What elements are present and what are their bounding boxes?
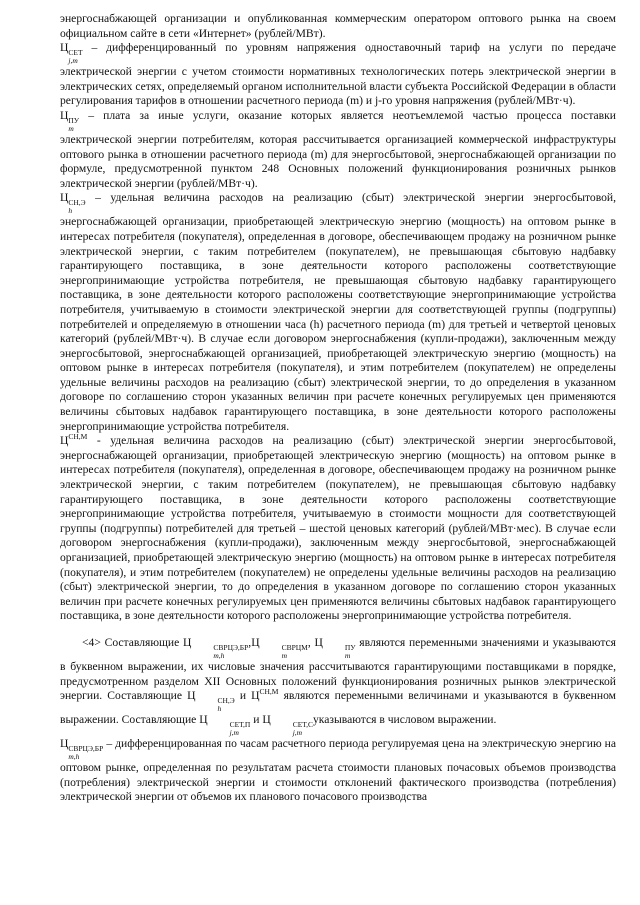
symbol-c-pu-2: Ц ПУ m [314,635,356,660]
symbol-c-svrce-br-2: Ц СВРЦЭ,БР m,h [60,737,104,762]
paragraph-1 [60,12,616,41]
symbol-c-set-p: Ц СЕТ,П j,m [199,713,251,738]
paragraph-last-text: – дифференцированная по часам расчетного периода регулируемая цена на электрическую энергию на оптовом рынке, определенная по результатам расчета стоимости плановых почасовых объемов производства (потребления) электрической энергии и стоимости отклонений фактического производства (потребления) электрической энергии от объемов их планового почасового производства [60,737,616,804]
footnote-tail: указываются в числовом выражении. [313,713,497,727]
paragraph-4 [60,191,616,434]
symbol-c-pu: Ц ПУ m [60,108,80,133]
paragraph-5-text: - удельная величина расходов на реализацию (сбыт) электрической энергии энергосбытовой, энергоснабжающей организации, приобретающей электрическую энергию (мощность) на оптовом рынке в интересах потребителя (покупателя), определенная в договоре, обеспечивающем продажу на розничном рынке электрической энергии, с таким потребителем (покупателем), не превышающая сбытовую надбавку гарантирующего поставщика, в зоне деятельности которого расположены соответствующие энергопринимающие устройства потребителя, учитываемую в стоимости мощности для соответствующей группы (подгруппы) потребителей для третьей – шестой ценовых категорий (рублей/МВт·мес). В случае если договором энергоснабжения (купли-продажи), заключенным между энергосбытовой, энергоснабжающей организацией, приобретающей электрическую энергию (мощность) на оптовом рынке в интересах потребителя (покупателя), и этим потребителем (покупателем) не определены удельные величины расходов на реализацию (сбыт) электрической энергии, то до определения в указанном договоре по соглашению сторон указанных величин при расчете конечных регулируемых цен применяются величины сбытовых надбавок гарантирующего поставщика, в зоне деятельности которого расположены энергопринимающие устройства потребителя. [60,434,616,623]
symbol-c-set: Ц СЕТ j,m [60,41,83,66]
document-page [60,12,616,805]
footnote-lead: <4> Составляющие [82,635,184,649]
symbol-c-sn-m-2: $Ц^{СН,М}$ [251,687,279,703]
paragraph-1-text: энергоснабжающей организации и опубликованная коммерческим оператором оптового рынка на своем официальном сайте в сети «Интернет» (рублей/МВт). [60,12,616,40]
symbol-c-sn-m: $Ц^{СН,М}$ [60,432,88,448]
paragraph-2 [60,41,616,109]
paragraph-5 [60,434,616,624]
paragraph-last [60,737,616,805]
symbol-c-svrce-br: Ц СВРЦЭ,БР m,h [183,635,249,660]
symbol-c-sn-e: Ц СН,Э h [60,191,86,216]
paragraph-3 [60,109,616,191]
symbol-c-set-s: Ц СЕТ,С j,m [262,713,313,738]
symbol-c-sn-e-2: Ц СН,Э h [187,689,235,714]
paragraph-4-text: – удельная величина расходов на реализацию (сбыт) электрической энергии энергосбытовой, энергоснабжающей организации, приобретающей электрическую энергию (мощность) на оптовом рынке в интересах потребителя (покупателя), определенная в договоре, обеспечивающем продажу на розничном рынке электрической энергии, с таким потребителем (покупателем), не превышающая сбытовую надбавку гарантирующего поставщика, в зоне деятельности которого расположены соответствующие энергопринимающие устройства потребителя, не превышающая сбытовую надбавку гарантирующего поставщика, в зоне деятельности которого расположены соответствующие энергопринимающие устройства потребителя, учитываемую в стоимости электрической энергии для соответствующей группы (подгруппы) потребителей и определяемую в отношении часа (h) расчетного периода (m) для третьей и четвертой ценовых категорий (рублей/МВт·ч). В случае если договором энергоснабжения (купли-продажи), заключенным между энергосбытовой, энергоснабжающей организацией, приобретающей электрическую энергию (мощность) на оптовом рынке в интересах потребителя (покупателя), и этим потребителем (покупателем) не определены удельные величины расходов на реализацию (сбыт) электрической энергии, то до определения в указанном договоре по соглашению сторон указанных величин при расчете конечных регулируемых цен применяются величины сбытовых надбавок гарантирующего поставщика, в зоне деятельности которого расположены энергопринимающие устройства потребителя. [60,191,616,433]
footnote-text-2: являются переменными величинами и указываются в буквенном выражении. Составляющие [60,689,616,727]
symbol-c-svrcm: Ц СВРЦМ m [251,635,308,660]
footnote-4: <4> Составляющие Ц СВРЦЭ,БР m,h ,Ц СВРЦМ m , Ц ПУ m являются переменными значениями и указываются в буквенном выражении, их числовые значения рассчитываются гарантирующими поставщиками в порядке, предусмотренном разделом XII Основных положений функционирования розничных рынков электрической энергии. Составляющие Ц СН,Э h и $Ц^{СН,М}$ являются переменными величинами и указываются в буквенном выражении. Составляющие Ц СЕТ,П j,m и Ц СЕТ,С j,m указываются в числовом выражении. [60,635,617,738]
paragraph-2-text: – дифференцированный по уровням напряжения одноставочный тариф на услуги по передаче электрической энергии с учетом стоимости нормативных технологических потерь электрической энергии в электрических сетях, определяемый органом исполнительной власти субъекта Российской Федерации в области регулирования тарифов в отношении расчетного периода (m) и j-го уровня напряжения (рублей/МВт·ч). [60,41,616,108]
paragraph-3-text: – плата за иные услуги, оказание которых является неотъемлемой частью процесса поставки электрической энергии потребителям, которая рассчитывается организацией коммерческой инфраструктуры оптового рынка в отношении расчетного периода (m) для энергосбытовой, энергоснабжающей организации по формуле, предусмотренной пунктом 248 Основных положений функционирования розничных рынков электрической энергии (рублей/МВт·ч). [60,108,616,190]
footnote-text-1: являются переменными значениями и указываются в буквенном выражении, их числовые значения рассчитываются гарантирующими поставщиками в порядке, предусмотренном разделом XII Основных положений функционирования розничных рынков электрической энергии. Составляющие [60,635,617,703]
